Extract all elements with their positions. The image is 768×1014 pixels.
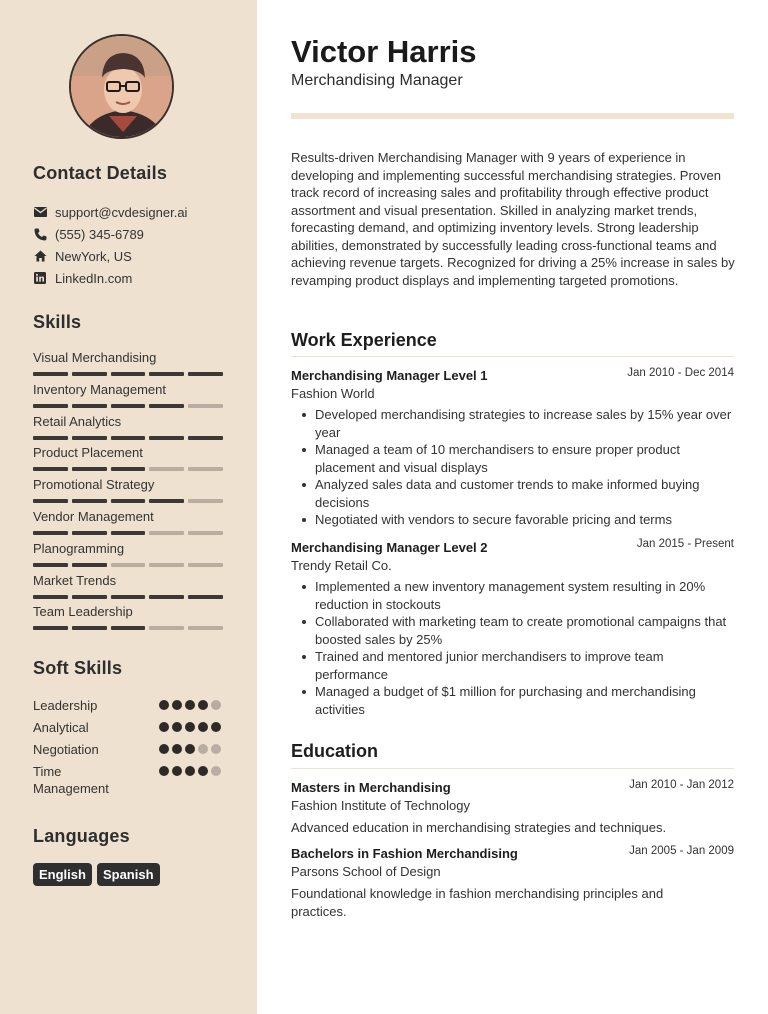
skill-level-segment [188, 626, 223, 630]
contact-email[interactable] [33, 203, 187, 221]
skill-level-segment [72, 436, 107, 440]
job-dates: Jan 2015 - Present [636, 538, 734, 550]
soft-skill-rating [159, 766, 221, 776]
list-item: Implemented a new inventory management system resulting in 20% reduction in stockouts [315, 578, 735, 613]
soft-skill-rating [159, 744, 221, 754]
skill-level-segment [111, 372, 146, 376]
job-company: Trendy Retail Co. [291, 558, 392, 573]
rating-dot [185, 722, 195, 732]
job-dates: Jan 2010 - Dec 2014 [627, 367, 734, 379]
skill-level-segment [149, 467, 184, 471]
rating-dot [211, 744, 221, 754]
skill-level-segment [188, 467, 223, 471]
rating-dot [211, 766, 221, 776]
skill-level-segment [33, 595, 68, 599]
skills-heading: Skills [33, 312, 82, 332]
languages-heading: Languages [33, 826, 130, 846]
skill-level-segment [149, 626, 184, 630]
skill-level-segment [72, 531, 107, 535]
skill-item [33, 414, 223, 440]
linkedin-icon [33, 271, 47, 285]
skill-level-segment [33, 404, 68, 408]
phone-text: (555) 345-6789 [55, 226, 144, 242]
skill-level-segment [33, 467, 68, 471]
language-badge: English [33, 863, 92, 886]
skill-level-segment [188, 372, 223, 376]
soft-skill-label: Negotiation [33, 742, 99, 757]
skill-label: Promotional Strategy [33, 477, 155, 493]
header-divider [291, 113, 734, 119]
list-item: Trained and mentored junior merchandisers to improve team performance [315, 648, 735, 683]
rating-dot [172, 722, 182, 732]
skill-level-segment [72, 499, 107, 503]
candidate-name: Victor Harris [291, 34, 477, 69]
skill-level-segment [111, 626, 146, 630]
rating-dot [159, 700, 169, 710]
skill-item [33, 445, 223, 471]
skill-level-bar [33, 372, 223, 376]
skill-level-segment [72, 563, 107, 567]
skill-level-segment [188, 531, 223, 535]
skill-level-segment [111, 436, 146, 440]
degree-dates: Jan 2010 - Jan 2012 [629, 779, 734, 791]
education-heading: Education [291, 741, 379, 761]
skill-level-segment [72, 595, 107, 599]
skill-level-segment [111, 531, 146, 535]
list-item: Managed a budget of $1 million for purchasing and merchandising activities [315, 683, 735, 718]
rating-dot [172, 766, 182, 776]
rating-dot [198, 722, 208, 732]
skill-level-segment [33, 531, 68, 535]
skill-level-segment [188, 563, 223, 567]
skill-level-segment [72, 626, 107, 630]
soft-skill-item [33, 719, 223, 736]
skill-level-segment [33, 499, 68, 503]
skill-level-segment [33, 436, 68, 440]
soft-skill-label: Leadership [33, 698, 98, 713]
skill-level-segment [149, 436, 184, 440]
skill-level-segment [149, 563, 184, 567]
skill-level-segment [72, 404, 107, 408]
skill-level-segment [111, 563, 146, 567]
rating-dot [159, 744, 169, 754]
skill-item [33, 604, 223, 630]
skill-level-bar [33, 467, 223, 471]
job-bullets [315, 578, 735, 718]
skill-label: Planogramming [33, 540, 125, 556]
contact-heading: Contact Details [33, 163, 168, 183]
skill-level-segment [33, 626, 68, 630]
skill-level-segment [33, 372, 68, 376]
skill-label: Team Leadership [33, 604, 133, 620]
rating-dot [172, 744, 182, 754]
soft-skill-item [33, 741, 223, 758]
soft-skill-label: Time Management [33, 764, 109, 796]
rating-dot [211, 700, 221, 710]
degree-dates: Jan 2005 - Jan 2009 [629, 845, 734, 857]
skill-level-bar [33, 404, 223, 408]
degree-description: Advanced education in merchandising strategies and techniques. [291, 820, 667, 835]
skill-label: Market Trends [33, 572, 117, 588]
skill-level-segment [33, 563, 68, 567]
job-title: Merchandising Manager Level 2 [291, 540, 488, 555]
skill-level-segment [72, 467, 107, 471]
skill-label: Visual Merchandising [33, 350, 157, 365]
degree-title: Bachelors in Fashion Merchandising [291, 846, 518, 861]
skill-level-segment [149, 531, 184, 535]
job-company: Fashion World [291, 386, 375, 401]
rating-dot [185, 744, 195, 754]
rating-dot [198, 766, 208, 776]
contact-phone[interactable] [33, 225, 144, 243]
degree-description: Foundational knowledge in fashion merchandising principles and practices. [291, 886, 664, 919]
skill-level-segment [188, 595, 223, 599]
list-item: Analyzed sales data and customer trends to make informed buying decisions [315, 476, 735, 511]
skill-level-bar [33, 626, 223, 630]
skill-item [33, 477, 223, 503]
school-name: Parsons School of Design [291, 864, 441, 879]
skill-level-segment [188, 436, 223, 440]
school-name: Fashion Institute of Technology [291, 798, 470, 813]
profile-photo [69, 34, 174, 139]
skill-level-segment [149, 372, 184, 376]
skill-label: Retail Analytics [33, 413, 122, 429]
list-item: Collaborated with marketing team to create promotional campaigns that boosted sales by 25% [315, 613, 735, 648]
skill-level-segment [188, 404, 223, 408]
skill-level-bar [33, 531, 223, 535]
list-item: Managed a team of 10 merchandisers to ensure proper product placement and visual displays [315, 441, 735, 476]
skill-level-segment [149, 499, 184, 503]
soft-skill-rating [159, 700, 221, 710]
skill-item [33, 541, 223, 567]
contact-location [33, 247, 132, 265]
language-badge: Spanish [97, 863, 160, 886]
degree-title: Masters in Merchandising [291, 780, 451, 795]
skill-level-bar [33, 595, 223, 599]
home-icon [33, 249, 47, 263]
rating-dot [198, 744, 208, 754]
rating-dot [159, 766, 169, 776]
skill-level-segment [72, 372, 107, 376]
list-item: Developed merchandising strategies to increase sales by 15% year over year [315, 406, 735, 441]
soft-skill-label: Analytical [33, 720, 89, 735]
soft-skill-item [33, 697, 223, 714]
soft-skills-heading: Soft Skills [33, 658, 123, 678]
skill-level-segment [111, 595, 146, 599]
skill-label: Product Placement [33, 445, 143, 461]
experience-heading: Work Experience [291, 330, 437, 350]
job-title: Merchandising Manager Level 1 [291, 368, 488, 383]
skill-level-segment [111, 467, 146, 471]
skill-label: Inventory Management [33, 381, 166, 397]
job-bullets [315, 406, 735, 529]
rating-dot [172, 700, 182, 710]
contact-linkedin[interactable] [33, 269, 132, 287]
skill-level-segment [188, 499, 223, 503]
skill-item [33, 350, 223, 376]
education-divider [291, 768, 734, 769]
linkedin-text: LinkedIn.com [55, 270, 133, 286]
profile-summary: Results-driven Merchandising Manager with 9 years of experience in developing and implementing successful merchandising strategies. Proven track record of increasing sales and profitability through effective product assortment and visual presentation. Skilled in analyzing market trends, forecasting demand, and optimizing inventory levels. Strong leadership abilities, demonstrated by successfully leading cross-functional teams and achieving revenue targets. Recognized for driving a 25% increase in sales by revamping product displays and implementing targeted promotions. [291, 150, 735, 288]
skill-level-segment [149, 404, 184, 408]
skill-label: Vendor Management [33, 509, 154, 524]
phone-icon [33, 227, 47, 241]
experience-divider [291, 356, 734, 357]
list-item: Negotiated with vendors to secure favorable pricing and terms [315, 511, 735, 529]
rating-dot [211, 722, 221, 732]
skill-level-segment [111, 404, 146, 408]
email-text: support@cvdesigner.ai [55, 204, 188, 220]
rating-dot [159, 722, 169, 732]
skill-level-bar [33, 499, 223, 503]
skill-level-segment [149, 595, 184, 599]
sidebar [0, 0, 257, 1014]
soft-skill-rating [159, 722, 221, 732]
soft-skill-item [33, 763, 223, 797]
rating-dot [185, 700, 195, 710]
candidate-title: Merchandising Manager [291, 72, 463, 89]
skill-item [33, 509, 223, 535]
languages-list [33, 863, 160, 886]
skill-level-bar [33, 563, 223, 567]
rating-dot [198, 700, 208, 710]
location-text: NewYork, US [55, 248, 132, 264]
envelope-icon [33, 205, 47, 219]
skill-item [33, 573, 223, 599]
skill-level-segment [111, 499, 146, 503]
skill-item [33, 382, 223, 408]
rating-dot [185, 766, 195, 776]
skill-level-bar [33, 436, 223, 440]
